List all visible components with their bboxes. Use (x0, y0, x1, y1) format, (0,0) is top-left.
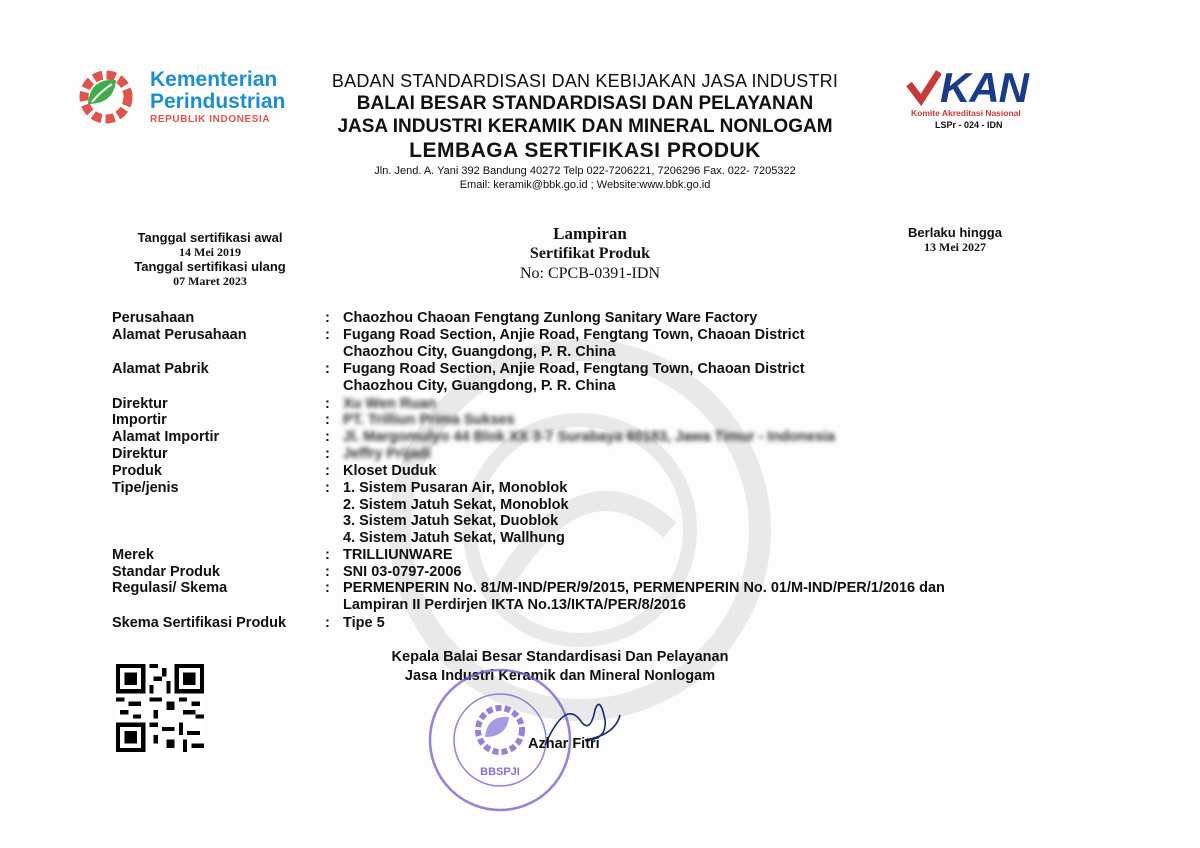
field-label: Alamat Perusahaan (112, 327, 247, 343)
field-value-redacted: Jl. Margomulyo 44 Blok XX 3-7 Surabaya 60183, Jawa Timur - Indonesia (343, 429, 836, 445)
field-value-continued: Chaozhou City, Guangdong, P. R. China (343, 344, 616, 360)
valid-until (880, 225, 1030, 254)
renewal-date-label: Tanggal sertifikasi ulang (134, 259, 286, 274)
checkmark-icon (905, 70, 941, 106)
field-colon: : (325, 310, 330, 326)
header-line4: LEMBAGA SERTIFIKASI PRODUK (409, 139, 761, 162)
field-label: Perusahaan (112, 310, 195, 326)
field-colon: : (325, 327, 330, 343)
field-value: Chaozhou Chaoan Fengtang Zunlong Sanitary Ware Factory (343, 310, 758, 326)
field-value-redacted: Xu Wen Ruan (343, 396, 437, 412)
field-colon: : (325, 615, 330, 631)
field-label: Tipe/jenis (112, 480, 179, 496)
header-line3: JASA INDUSTRI KERAMIK DAN MINERAL NONLOGAM (337, 116, 833, 137)
stamp-text: BBSPJI (480, 766, 520, 778)
field-colon: : (325, 564, 330, 580)
certificate-number: No: CPCB-0391-IDN (519, 265, 660, 282)
field-label: Importir (112, 412, 167, 428)
initial-date-value: 14 Mei 2019 (179, 245, 241, 259)
field-label: Produk (112, 463, 162, 479)
title-line1: Lampiran (553, 224, 627, 243)
renewal-date-value: 07 Maret 2023 (173, 274, 247, 288)
field-value: Kloset Duduk (343, 463, 437, 479)
signatory-title-line1: Kepala Balai Besar Standardisasi Dan Pelayanan (391, 649, 729, 665)
kan-logo (905, 64, 1045, 132)
signatory-title-line2: Jasa Industri Keramik dan Mineral Nonlogam (404, 668, 716, 684)
field-label: Regulasi/ Skema (112, 580, 228, 596)
field-colon: : (325, 446, 330, 462)
kemenperin-logo (70, 64, 290, 134)
header-line1: BADAN STANDARDISASI DAN KEBIJAKAN JASA INDUSTRI (331, 71, 839, 91)
field-colon: : (325, 361, 330, 377)
header-contact: Email: keramik@bbk.go.id ; Website:www.bbk.go.id (459, 179, 711, 191)
kemenperin-line2: Perindustrian (150, 90, 286, 113)
valid-label: Berlaku hingga (908, 225, 1002, 240)
field-value: Fugang Road Section, Anjie Road, Fengtang Town, Chaoan District (343, 361, 805, 377)
signatory-name: Azhar Fitri (528, 736, 600, 752)
certificate-title (440, 224, 740, 284)
field-label: Standar Produk (112, 564, 220, 580)
kan-subtitle: Komite Akreditasi Nasional (911, 108, 1021, 118)
header-line2: BALAI BESAR STANDARDISASI DAN PELAYANAN (356, 93, 814, 114)
field-colon: : (325, 547, 330, 563)
kan-word: KAN (940, 64, 1028, 111)
field-label: Direktur (112, 396, 168, 412)
field-value-redacted: PT. Trilliun Prima Sukses (343, 412, 515, 428)
kemenperin-line1: Kementerian (150, 68, 278, 91)
header-address: Jln. Jend. A. Yani 392 Bandung 40272 Telp 022-7206221, 7206296 Fax. 022- 7205322 (374, 165, 796, 177)
list-item: 1. Sistem Pusaran Air, Monoblok (343, 480, 568, 496)
field-colon: : (325, 412, 330, 428)
title-line2: Sertifikat Produk (529, 245, 651, 262)
field-value-continued: Chaozhou City, Guangdong, P. R. China (343, 378, 616, 394)
list-item: 2. Sistem Jatuh Sekat, Monoblok (343, 497, 569, 513)
field-value: TRILLIUNWARE (343, 547, 453, 563)
field-colon: : (325, 480, 330, 496)
field-value: Tipe 5 (343, 615, 385, 631)
field-label: Alamat Pabrik (112, 361, 209, 377)
field-label: Direktur (112, 446, 168, 462)
field-value-continued: Lampiran II Perdirjen IKTA No.13/IKTA/PER/8/2016 (343, 597, 686, 613)
field-value: SNI 03-0797-2006 (343, 564, 462, 580)
field-value: Fugang Road Section, Anjie Road, Fengtang Town, Chaoan District (343, 327, 805, 343)
list-item: 4. Sistem Jatuh Sekat, Wallhung (343, 530, 565, 546)
field-label: Merek (112, 547, 154, 563)
field-colon: : (325, 396, 330, 412)
list-item: 3. Sistem Jatuh Sekat, Duoblok (343, 513, 559, 529)
field-colon: : (325, 580, 330, 596)
field-label: Alamat Importir (112, 429, 220, 445)
kemenperin-line3: REPUBLIK INDONESIA (150, 114, 271, 125)
valid-value: 13 Mei 2027 (924, 240, 986, 254)
field-colon: : (325, 463, 330, 479)
kan-id: LSPr - 024 - IDN (935, 120, 1003, 130)
gear-leaf-icon (70, 64, 142, 130)
field-label: Skema Sertifikasi Produk (112, 615, 287, 631)
initial-date-label: Tanggal sertifikasi awal (137, 230, 283, 245)
field-value: PERMENPERIN No. 81/M-IND/PER/9/2015, PERMENPERIN No. 01/M-IND/PER/1/2016 dan (343, 580, 945, 596)
field-colon: : (325, 429, 330, 445)
document-header (300, 70, 870, 192)
certification-dates (110, 230, 310, 288)
qr-code (116, 664, 204, 752)
field-value-redacted: Jeffry Prijadi (343, 446, 431, 462)
